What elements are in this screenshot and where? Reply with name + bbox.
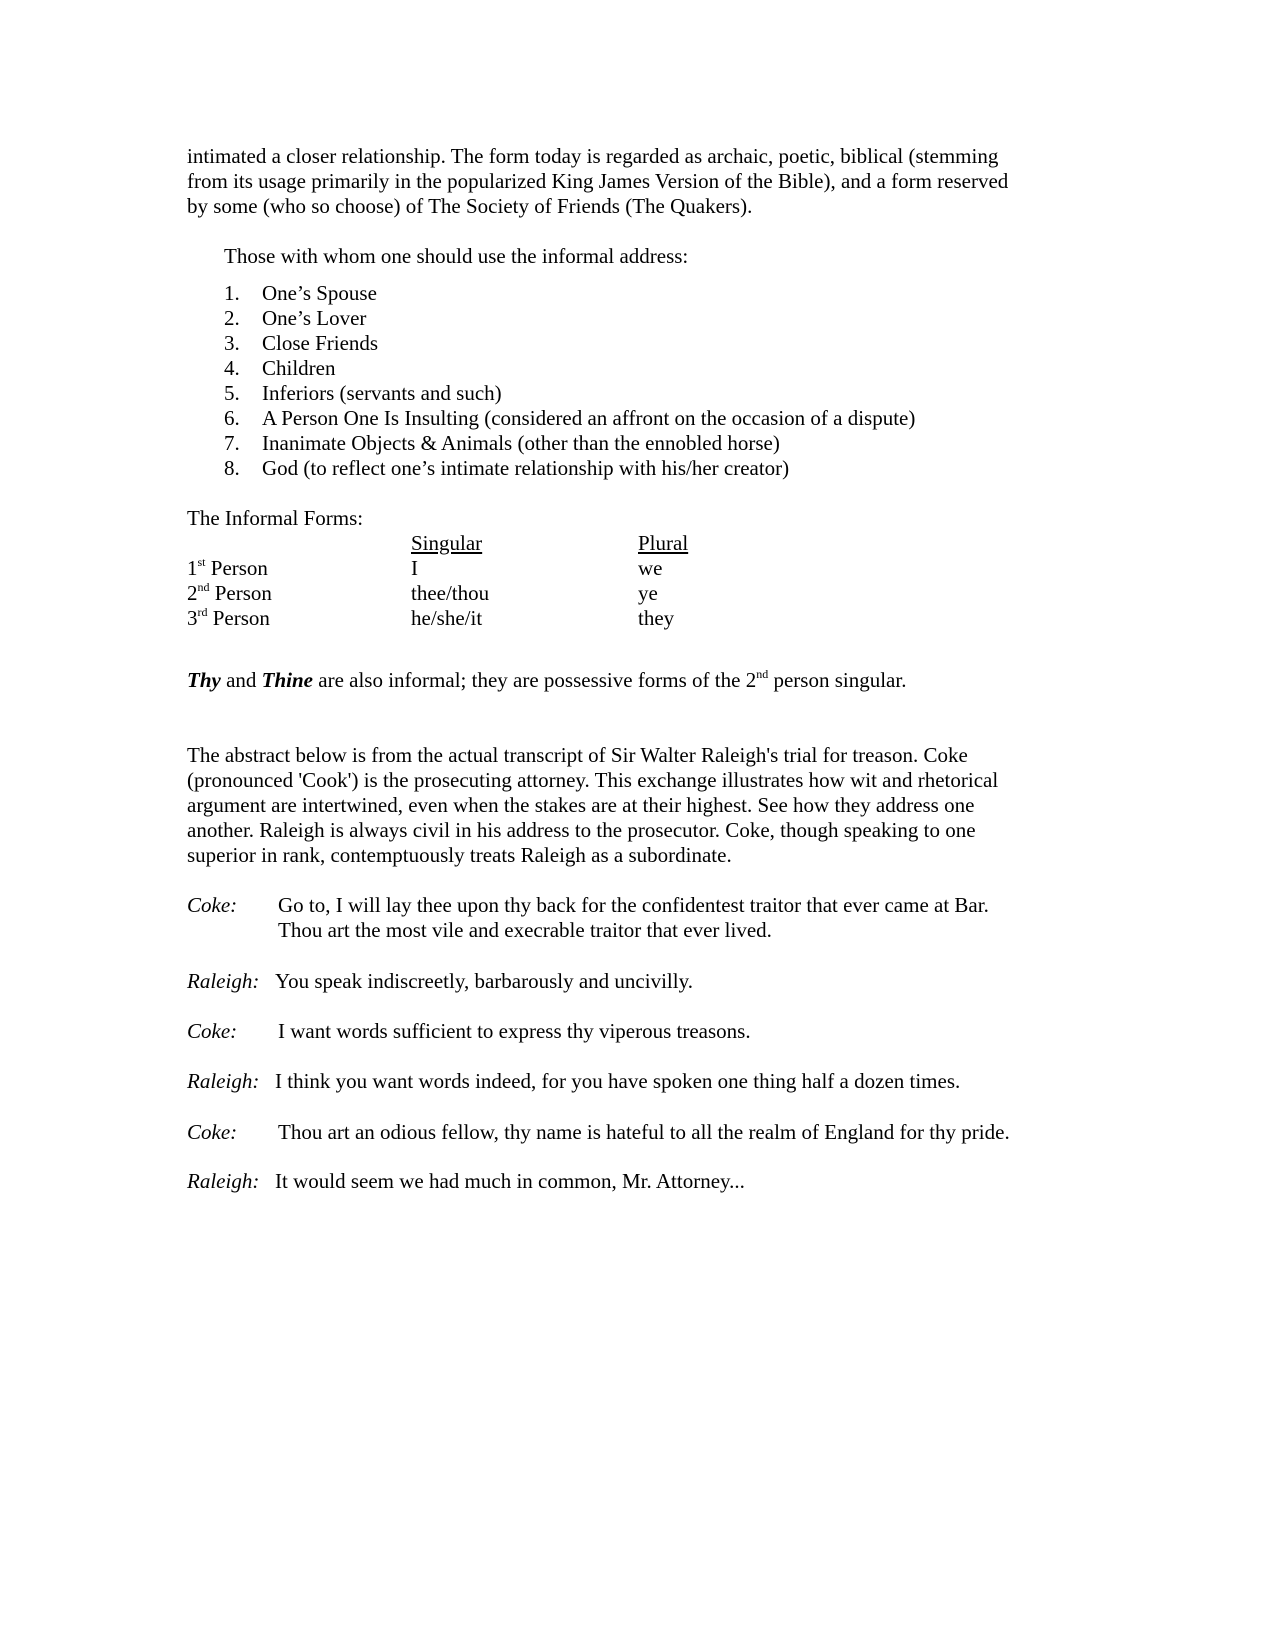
speaker-label: Coke: (187, 1019, 238, 1043)
ordinal-suffix: nd (756, 667, 769, 681)
singular-cell: he/she/it (411, 606, 483, 630)
speech-line: I think you want words indeed, for you have spoken one thing half a dozen times. (275, 1069, 961, 1093)
row-label-text: Person (210, 556, 268, 580)
speech-line: I want words sufficient to express thy viperous treasons. (278, 1019, 751, 1043)
singular-cell: thee/thou (411, 581, 490, 605)
paragraph-line: intimated a closer relationship. The form today is regarded as archaic, poetic, biblical (stemming (187, 144, 999, 168)
emphasized-word: Thine (261, 668, 313, 692)
list-text: Children (262, 356, 336, 380)
speaker-label: Coke: (187, 893, 238, 917)
speaker-label: Raleigh: (187, 1069, 260, 1093)
speech-line: It would seem we had much in common, Mr. Attorney... (275, 1169, 745, 1193)
ordinal-suffix: nd (197, 580, 210, 594)
conjunction: and (220, 668, 262, 692)
paragraph-line: by some (who so choose) of The Society of Friends (The Quakers). (187, 194, 753, 218)
list-number: 1. (224, 281, 240, 305)
row-label (187, 555, 268, 581)
list-text: Inferiors (servants and such) (262, 381, 502, 405)
paragraph-line: (pronounced 'Cook') is the prosecuting attorney. This exchange illustrates how wit and rhetorical (187, 768, 999, 792)
column-header-plural: Plural (638, 531, 689, 555)
plural-cell: they (638, 606, 675, 630)
list-number: 4. (224, 356, 240, 380)
speech-line: Thou art the most vile and execrable traitor that ever lived. (278, 918, 772, 942)
list-number: 8. (224, 456, 240, 480)
list-heading: Those with whom one should use the informal address: (224, 244, 689, 268)
list-number: 3. (224, 331, 240, 355)
row-label (187, 580, 272, 606)
note-text: are also informal; they are possessive forms of the 2 (313, 668, 757, 692)
singular-cell: I (411, 556, 418, 580)
ordinal-number: 2 (187, 581, 198, 605)
row-label-text: Person (214, 581, 272, 605)
note-text: person singular. (768, 668, 907, 692)
speech-line: You speak indiscreetly, barbarously and uncivilly. (275, 969, 693, 993)
speech-line: Thou art an odious fellow, thy name is hateful to all the realm of England for thy pride. (278, 1120, 1010, 1144)
emphasized-word: Thy (187, 668, 221, 692)
row-label (187, 605, 270, 631)
ordinal-number: 3 (187, 606, 198, 630)
speaker-label: Raleigh: (187, 969, 260, 993)
possessive-note (187, 667, 906, 693)
list-number: 6. (224, 406, 240, 430)
plural-cell: ye (638, 581, 658, 605)
list-text: Inanimate Objects & Animals (other than the ennobled horse) (262, 431, 780, 455)
list-text: A Person One Is Insulting (considered an affront on the occasion of a dispute) (262, 406, 916, 430)
list-text: One’s Lover (262, 306, 367, 330)
ordinal-suffix: rd (197, 605, 208, 619)
list-text: One’s Spouse (262, 281, 377, 305)
speaker-label: Coke: (187, 1120, 238, 1144)
list-number: 5. (224, 381, 240, 405)
column-header-singular: Singular (411, 531, 483, 555)
ordinal-number: 1 (187, 556, 198, 580)
paragraph-line: argument are intertwined, even when the stakes are at their highest. See how they address one (187, 793, 975, 817)
table-heading: The Informal Forms: (187, 506, 364, 530)
list-number: 2. (224, 306, 240, 330)
ordinal-suffix: st (197, 555, 206, 569)
paragraph-line: from its usage primarily in the popularized King James Version of the Bible), and a form reserved (187, 169, 1009, 193)
paragraph-line: superior in rank, contemptuously treats Raleigh as a subordinate. (187, 843, 732, 867)
row-label-text: Person (212, 606, 270, 630)
speaker-label: Raleigh: (187, 1169, 260, 1193)
paragraph-line: The abstract below is from the actual transcript of Sir Walter Raleigh's trial for treason. Coke (187, 743, 968, 767)
plural-cell: we (638, 556, 663, 580)
list-text: Close Friends (262, 331, 379, 355)
list-number: 7. (224, 431, 240, 455)
paragraph-line: another. Raleigh is always civil in his address to the prosecutor. Coke, though speaking to one (187, 818, 976, 842)
speech-line: Go to, I will lay thee upon thy back for the confidentest traitor that ever came at Bar. (278, 893, 989, 917)
list-text: God (to reflect one’s intimate relationship with his/her creator) (262, 456, 790, 480)
